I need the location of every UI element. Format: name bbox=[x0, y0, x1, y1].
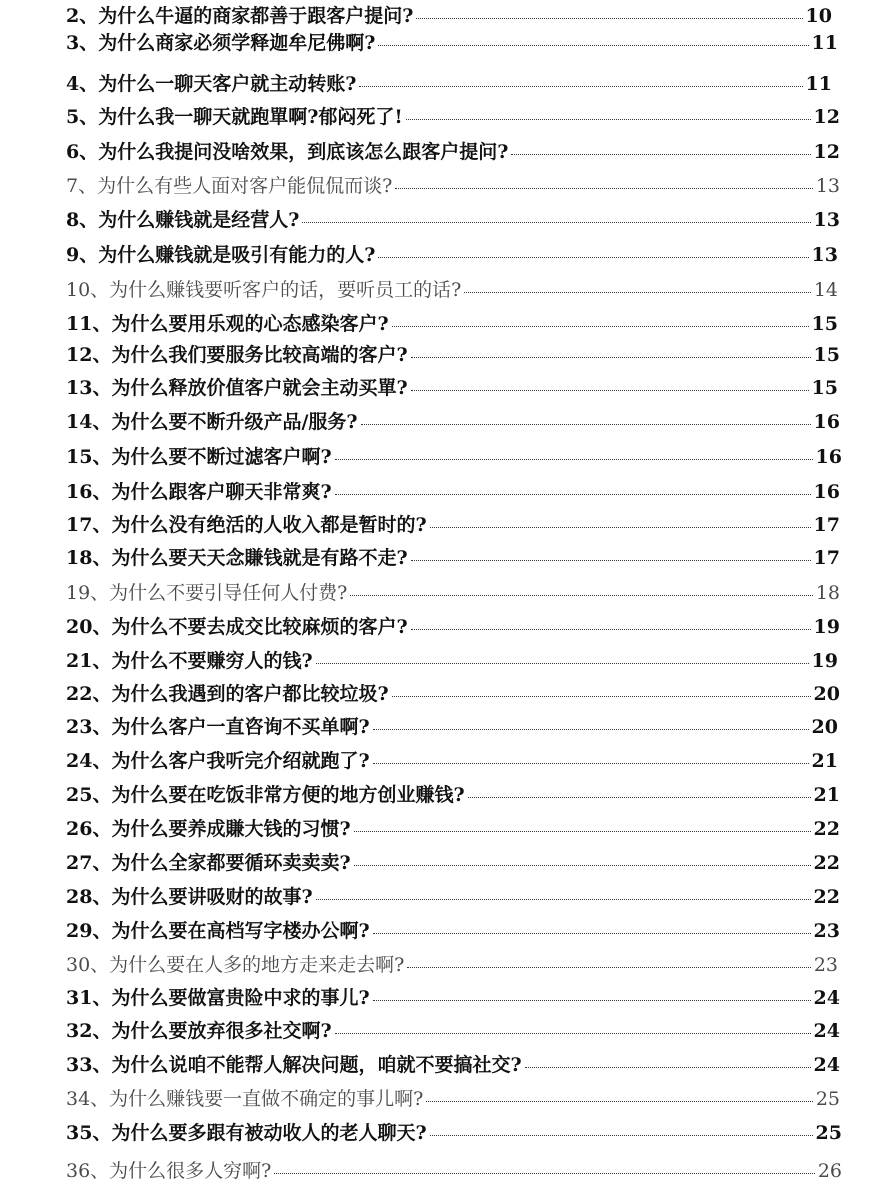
toc-entry-page-number: 11 bbox=[811, 32, 838, 54]
toc-dot-leader bbox=[354, 831, 811, 832]
toc-dot-leader bbox=[373, 729, 809, 730]
toc-entry-page-number: 26 bbox=[817, 1160, 842, 1182]
toc-entry-page-number: 24 bbox=[813, 1054, 840, 1076]
toc-entry-page-number: 10 bbox=[805, 5, 832, 27]
toc-dot-leader bbox=[354, 865, 811, 866]
toc-dot-leader bbox=[378, 45, 808, 46]
toc-entry-title: 3、为什么商家必须学释迦牟尼佛啊? bbox=[66, 32, 376, 54]
toc-entry[interactable] bbox=[66, 715, 838, 739]
toc-dot-leader bbox=[511, 154, 810, 155]
toc-entry[interactable] bbox=[66, 410, 840, 434]
toc-entry-page-number: 25 bbox=[815, 1088, 840, 1110]
toc-entry[interactable] bbox=[66, 783, 840, 807]
toc-entry[interactable] bbox=[66, 31, 838, 55]
toc-entry[interactable] bbox=[66, 851, 840, 875]
toc-dot-leader bbox=[411, 560, 811, 561]
toc-dot-leader bbox=[373, 1000, 811, 1001]
toc-entry[interactable] bbox=[66, 208, 840, 232]
toc-entry[interactable] bbox=[66, 615, 840, 639]
toc-dot-leader bbox=[406, 119, 811, 120]
toc-entry[interactable] bbox=[66, 546, 840, 570]
toc-entry-page-number: 15 bbox=[813, 344, 840, 366]
toc-entry-page-number: 11 bbox=[805, 73, 832, 95]
toc-entry-title: 5、为什么我一聊天就跑單啊?郁闷死了! bbox=[66, 106, 403, 128]
toc-dot-leader bbox=[335, 1033, 811, 1034]
toc-entry-title: 19、为什么不要引导任何人付费? bbox=[66, 582, 348, 604]
toc-entry-page-number: 22 bbox=[813, 886, 840, 908]
toc-entry-title: 33、为什么说咱不能帮人解决问题，咱就不要搞社交? bbox=[66, 1054, 522, 1076]
toc-entry-page-number: 18 bbox=[815, 582, 840, 604]
toc-dot-leader bbox=[468, 797, 811, 798]
toc-entry[interactable] bbox=[66, 817, 840, 841]
toc-dot-leader bbox=[411, 629, 811, 630]
toc-entry-page-number: 23 bbox=[813, 954, 838, 976]
toc-entry-title: 7、为什么有些人面对客户能侃侃而谈? bbox=[66, 175, 393, 197]
toc-entry-page-number: 17 bbox=[813, 547, 840, 569]
toc-entry-page-number: 24 bbox=[813, 987, 840, 1009]
toc-entry[interactable] bbox=[66, 376, 838, 400]
toc-entry[interactable] bbox=[66, 513, 840, 537]
toc-entry-title: 32、为什么要放弃很多社交啊? bbox=[66, 1020, 332, 1042]
toc-entry-page-number: 23 bbox=[813, 920, 840, 942]
toc-dot-leader bbox=[392, 696, 811, 697]
toc-entry-title: 24、为什么客户我听完介绍就跑了? bbox=[66, 750, 370, 772]
toc-entry-title: 14、为什么要不断升级产品/服务? bbox=[66, 411, 358, 433]
toc-entry-title: 34、为什么赚钱要一直做不确定的事儿啊? bbox=[66, 1088, 424, 1110]
toc-entry[interactable] bbox=[66, 312, 838, 336]
toc-entry-title: 13、为什么释放价值客户就会主动买單? bbox=[66, 377, 408, 399]
toc-entry[interactable] bbox=[66, 986, 840, 1010]
toc-entry-title: 10、为什么赚钱要听客户的话，要听员工的话? bbox=[66, 279, 462, 301]
toc-entry-title: 16、为什么跟客户聊天非常爽? bbox=[66, 481, 332, 503]
toc-entry[interactable] bbox=[66, 105, 840, 129]
toc-entry-title: 23、为什么客户一直咨询不买单啊? bbox=[66, 716, 370, 738]
toc-entry-title: 11、为什么要用乐观的心态感染客户? bbox=[66, 313, 389, 335]
toc-entry-page-number: 21 bbox=[813, 784, 840, 806]
toc-entry-title: 18、为什么要天天念賺钱就是有路不走? bbox=[66, 547, 408, 569]
toc-entry[interactable] bbox=[66, 278, 838, 302]
toc-entry-title: 20、为什么不要去成交比较麻烦的客户? bbox=[66, 616, 408, 638]
toc-entry[interactable] bbox=[66, 243, 838, 267]
toc-entry-title: 30、为什么要在人多的地方走来走去啊? bbox=[66, 954, 405, 976]
toc-entry[interactable] bbox=[66, 749, 838, 773]
toc-dot-leader bbox=[525, 1067, 811, 1068]
toc-entry[interactable] bbox=[66, 343, 840, 367]
toc-entry-page-number: 13 bbox=[811, 244, 838, 266]
toc-entry[interactable] bbox=[66, 885, 840, 909]
toc-entry[interactable] bbox=[66, 649, 838, 673]
toc-dot-leader bbox=[411, 390, 809, 391]
toc-dot-leader bbox=[411, 357, 811, 358]
toc-entry[interactable] bbox=[66, 581, 840, 605]
toc-dot-leader bbox=[464, 292, 810, 293]
toc-entry-page-number: 13 bbox=[815, 175, 840, 197]
toc-dot-leader bbox=[335, 459, 813, 460]
toc-dot-leader bbox=[302, 222, 810, 223]
toc-entry-title: 31、为什么要做富贵险中求的事儿? bbox=[66, 987, 370, 1009]
toc-entry-page-number: 13 bbox=[813, 209, 840, 231]
toc-entry-title: 17、为什么没有绝活的人收入都是暂时的? bbox=[66, 514, 427, 536]
toc-dot-leader bbox=[378, 257, 808, 258]
toc-entry-title: 35、为什么要多跟有被动收人的老人聊天? bbox=[66, 1122, 427, 1144]
toc-entry[interactable] bbox=[66, 953, 838, 977]
toc-entry[interactable] bbox=[66, 174, 840, 198]
toc-entry-title: 28、为什么要讲吸财的故事? bbox=[66, 886, 313, 908]
toc-entry-title: 29、为什么要在高档写字楼办公啊? bbox=[66, 920, 370, 942]
toc-dot-leader bbox=[361, 424, 811, 425]
toc-dot-leader bbox=[373, 933, 811, 934]
toc-entry[interactable] bbox=[66, 72, 832, 96]
toc-entry[interactable] bbox=[66, 1087, 840, 1111]
toc-entry-page-number: 25 bbox=[815, 1122, 842, 1144]
toc-dot-leader bbox=[359, 86, 802, 87]
toc-entry-page-number: 16 bbox=[813, 481, 840, 503]
toc-entry[interactable] bbox=[66, 480, 840, 504]
toc-entry-page-number: 12 bbox=[813, 141, 840, 163]
toc-dot-leader bbox=[373, 763, 809, 764]
toc-dot-leader bbox=[350, 595, 812, 596]
toc-entry-page-number: 12 bbox=[813, 106, 840, 128]
toc-entry-page-number: 19 bbox=[811, 650, 838, 672]
toc-entry-title: 6、为什么我提问没啥效果，到底该怎么跟客户提问? bbox=[66, 141, 509, 163]
toc-entry-page-number: 16 bbox=[813, 411, 840, 433]
toc-entry-page-number: 20 bbox=[811, 716, 838, 738]
toc-entry-title: 2、为什么牛逼的商家都善于跟客户提问? bbox=[66, 5, 414, 27]
toc-dot-leader bbox=[316, 663, 809, 664]
toc-entry-title: 4、为什么一聊天客户就主动转账? bbox=[66, 73, 357, 95]
toc-dot-leader bbox=[392, 326, 809, 327]
toc-entry-title: 36、为什么很多人穷啊? bbox=[66, 1160, 272, 1182]
toc-entry[interactable] bbox=[66, 4, 832, 28]
toc-entry-title: 8、为什么赚钱就是经营人? bbox=[66, 209, 300, 231]
toc-dot-leader bbox=[407, 967, 810, 968]
toc-dot-leader bbox=[430, 527, 811, 528]
toc-entry-title: 25、为什么要在吃饭非常方便的地方创业赚钱? bbox=[66, 784, 465, 806]
toc-dot-leader bbox=[335, 494, 811, 495]
toc-entry-page-number: 15 bbox=[811, 313, 838, 335]
toc-dot-leader bbox=[426, 1101, 812, 1102]
toc-entry-page-number: 22 bbox=[813, 818, 840, 840]
toc-entry[interactable] bbox=[66, 445, 842, 469]
toc-dot-leader bbox=[316, 899, 811, 900]
toc-entry[interactable] bbox=[66, 682, 840, 706]
toc-dot-leader bbox=[395, 188, 813, 189]
toc-entry-page-number: 21 bbox=[811, 750, 838, 772]
toc-entry-title: 26、为什么要养成賺大钱的习惯? bbox=[66, 818, 351, 840]
toc-entry-page-number: 14 bbox=[813, 279, 838, 301]
toc-dot-leader bbox=[430, 1135, 813, 1136]
toc-entry-page-number: 15 bbox=[811, 377, 838, 399]
toc-entry[interactable] bbox=[66, 1019, 840, 1043]
toc-entry-title: 9、为什么赚钱就是吸引有能力的人? bbox=[66, 244, 376, 266]
toc-entry[interactable] bbox=[66, 1121, 842, 1145]
toc-entry-title: 21、为什么不要赚穷人的钱? bbox=[66, 650, 313, 672]
toc-entry[interactable] bbox=[66, 1159, 842, 1183]
toc-dot-leader bbox=[274, 1173, 814, 1174]
toc-entry-page-number: 17 bbox=[813, 514, 840, 536]
toc-entry-title: 22、为什么我遇到的客户都比较垃圾? bbox=[66, 683, 389, 705]
toc-entry[interactable] bbox=[66, 1053, 840, 1077]
toc-entry[interactable] bbox=[66, 919, 840, 943]
toc-entry-page-number: 20 bbox=[813, 683, 840, 705]
toc-entry-title: 15、为什么要不断过滤客户啊? bbox=[66, 446, 332, 468]
toc-entry-page-number: 22 bbox=[813, 852, 840, 874]
toc-dot-leader bbox=[416, 18, 802, 19]
toc-entry[interactable] bbox=[66, 140, 840, 164]
toc-entry-title: 12、为什么我们要服务比较高端的客户? bbox=[66, 344, 408, 366]
toc-entry-page-number: 19 bbox=[813, 616, 840, 638]
toc-entry-page-number: 16 bbox=[815, 446, 842, 468]
toc-entry-page-number: 24 bbox=[813, 1020, 840, 1042]
toc-entry-title: 27、为什么全家都要循环卖卖卖? bbox=[66, 852, 351, 874]
